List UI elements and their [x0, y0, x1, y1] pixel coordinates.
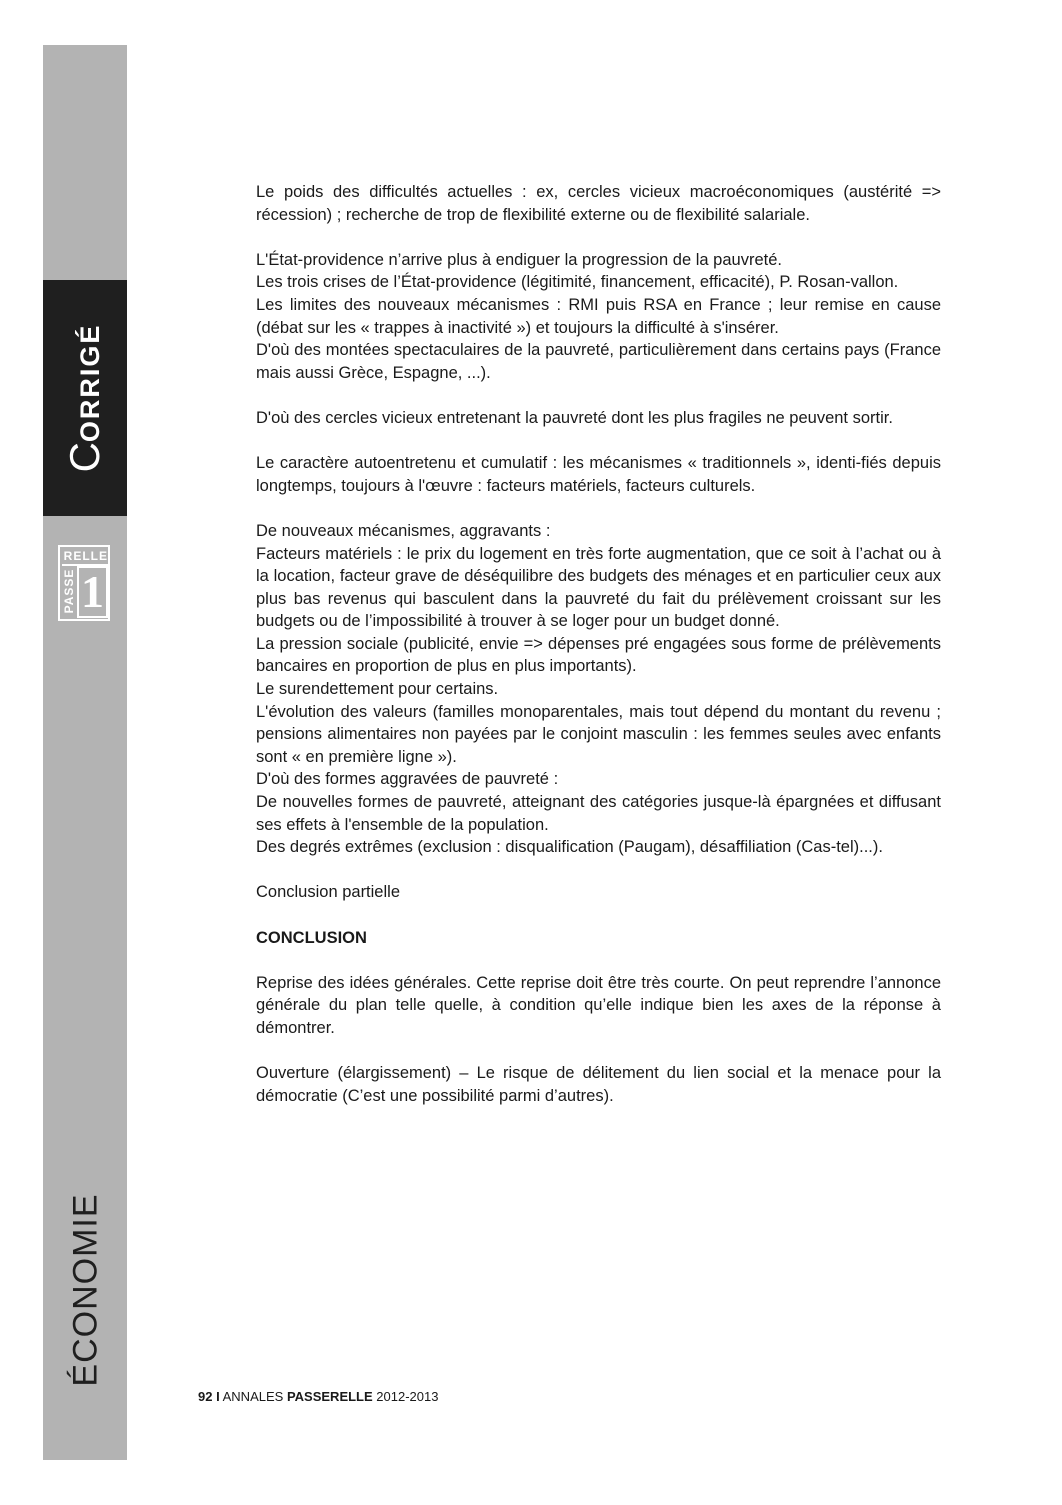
- footer-years: 2012-2013: [376, 1389, 439, 1404]
- subject-label: ÉCONOMIE: [66, 1193, 105, 1387]
- footer-annales: ANNALES: [222, 1389, 284, 1404]
- paragraph: L'évolution des valeurs (familles monoparentales, mais tout dépend du montant du revenu ; pensions alimentaires non payées par le conjoint masculin : les femmes seules avec enfants sont « en première ligne »).: [256, 702, 941, 766]
- logo-top-text: RELLE: [62, 548, 108, 566]
- paragraph: Facteurs matériels : le prix du logement en très forte augmentation, que ce soit à l’achat ou à la location, facteur grave de déséquilibre des budgets des ménages et en particulier ceux aux plus bas revenus qui basculent dans la pauvreté du fait du prélèvement croissant sur les budgets ou de l’impossibilité à trouver à se loger pour un budget donné.: [256, 544, 941, 631]
- page-footer: [198, 1389, 438, 1404]
- logo-side-text: PASSE: [62, 568, 76, 614]
- page-body: [256, 181, 941, 1107]
- paragraph: La pression sociale (publicité, envie => dépenses pré engagées sous forme de prélèvements bancaires en proportion de plus en plus importants).: [256, 634, 941, 676]
- footer-brand: PASSERELLE: [286, 1389, 373, 1404]
- passerelle-logo: [58, 545, 110, 621]
- paragraph: D'où des formes aggravées de pauvreté :: [256, 770, 559, 789]
- paragraph: Le caractère autoentretenu et cumulatif : les mécanismes « traditionnels », identi-fiés depuis longtemps, toujours à l'œuvre : facteurs matériels, facteurs culturels.: [256, 454, 941, 495]
- paragraph: Conclusion partielle: [256, 883, 400, 902]
- paragraph: De nouvelles formes de pauvreté, atteignant des catégories jusque-là épargnées et diffusant ses effets à l'ensemble de la population.: [256, 793, 941, 834]
- paragraph: Le poids des difficultés actuelles : ex, cercles vicieux macroéconomiques (austérité => récession) ; recherche de trop de flexibilité externe ou de flexibilité salariale.: [256, 183, 941, 224]
- paragraph: Les limites des nouveaux mécanismes : RMI puis RSA en France ; leur remise en cause (débat sur les « trappes à inactivité ») et toujours la difficulté à s'insérer.: [256, 295, 941, 337]
- paragraph: Reprise des idées générales. Cette reprise doit être très courte. On peut reprendre l’annonce générale du plan telle quelle, à condition qu’elle indique bien les axes de la réponse à démontrer.: [256, 973, 941, 1037]
- page-number: 92: [198, 1389, 213, 1404]
- section-heading: CONCLUSION: [256, 928, 367, 947]
- paragraph: D'où des montées spectaculaires de la pauvreté, particulièrement dans certains pays (France mais aussi Grèce, Espagne, ...).: [256, 341, 941, 382]
- logo-number: 1: [77, 566, 108, 618]
- paragraph: Des degrés extrêmes (exclusion : disqualification (Paugam), désaffiliation (Cas-tel)...).: [256, 838, 883, 857]
- paragraph: Les trois crises de l’État-providence (légitimité, financement, efficacité), P. Rosan-vallon.: [256, 273, 899, 292]
- paragraph: De nouveaux mécanismes, aggravants :: [256, 521, 551, 540]
- footer-separator: I: [216, 1389, 220, 1404]
- paragraph: D'où des cercles vicieux entretenant la pauvreté dont les plus fragiles ne peuvent sortir.: [256, 408, 893, 427]
- section-label-corrige: CORRIGÉ: [61, 323, 108, 473]
- paragraph: L'État-providence n’arrive plus à endiguer la progression de la pauvreté.: [256, 250, 782, 269]
- paragraph: Ouverture (élargissement) – Le risque de délitement du lien social et la menace pour la démocratie (C’est une possibilité parmi d’autres).: [256, 1064, 941, 1105]
- paragraph: Le surendettement pour certains.: [256, 680, 499, 699]
